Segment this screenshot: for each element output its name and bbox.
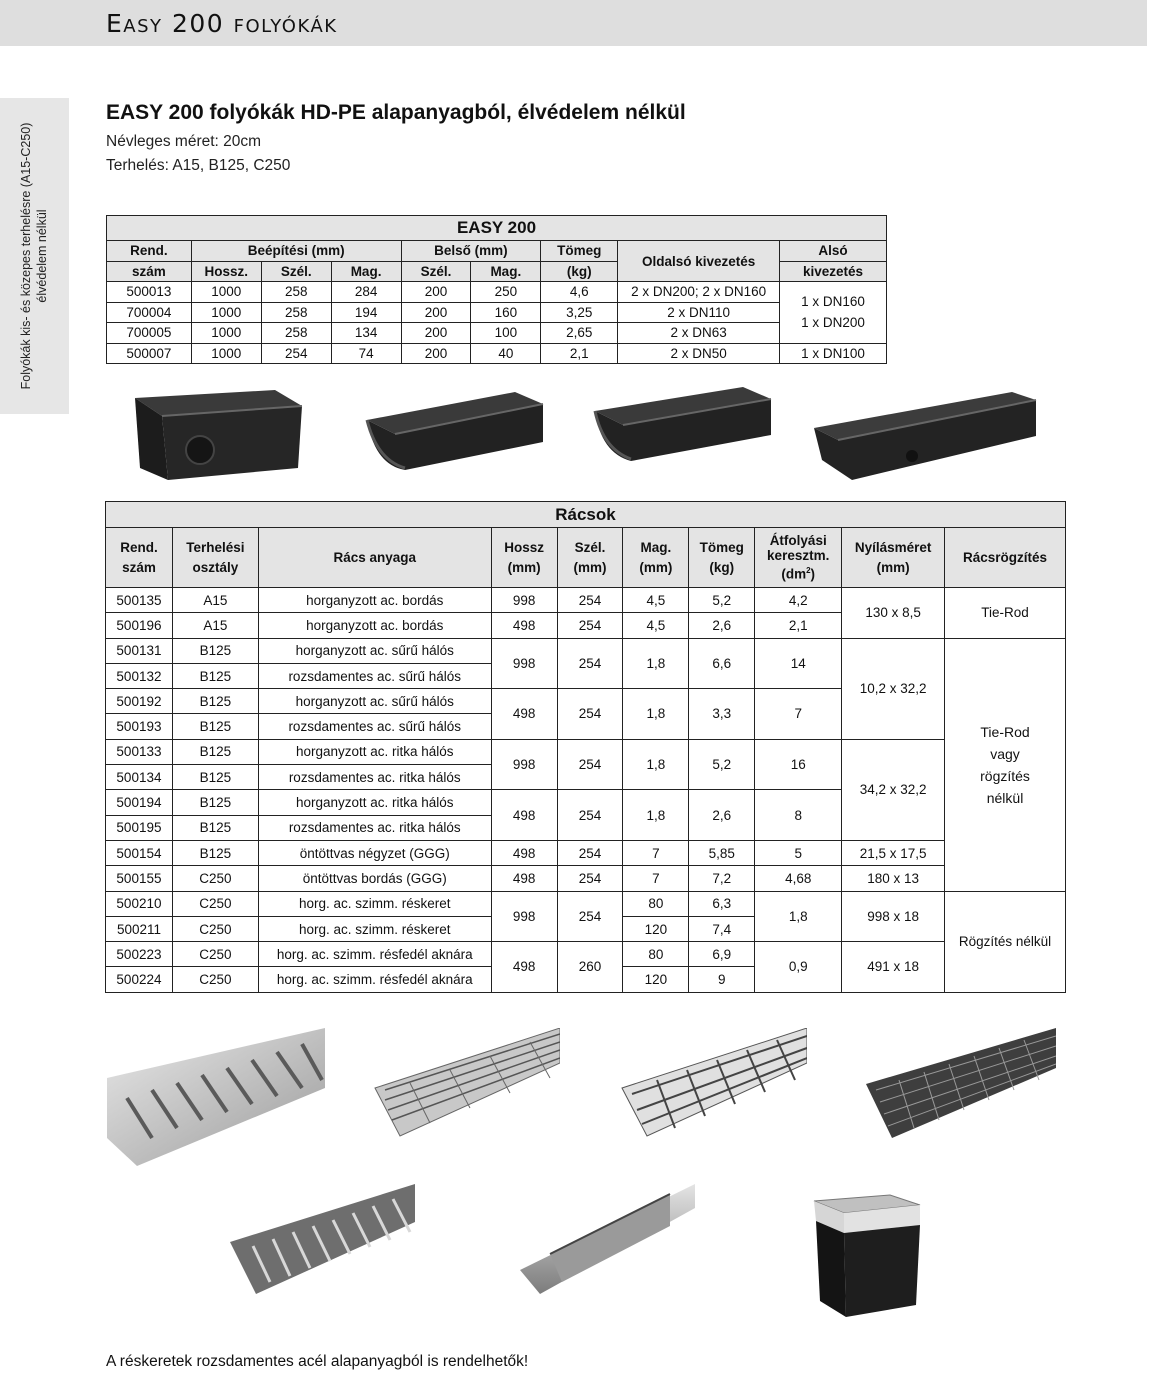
cell: 6,6	[689, 638, 755, 689]
grate-photo-sparse-mesh	[617, 1028, 807, 1138]
cell: 500210	[106, 891, 173, 916]
cell: 2,1	[755, 613, 842, 638]
cell: A15	[172, 588, 258, 613]
cell: 200	[401, 323, 471, 344]
grate-photo-cast-iron-square	[864, 1028, 1056, 1140]
cell: 74	[331, 343, 401, 364]
cell: A15	[172, 613, 258, 638]
channel-photo-medium	[365, 390, 545, 478]
cell: B125	[172, 638, 258, 663]
cell: 7	[755, 689, 842, 740]
cell: 9	[689, 967, 755, 992]
cell: 498	[491, 840, 557, 865]
cell: 500196	[106, 613, 173, 638]
cell: 254	[557, 638, 623, 689]
cell: 4,5	[623, 613, 689, 638]
cell: 1,8	[755, 891, 842, 942]
cell: 3,25	[541, 302, 618, 323]
cell: 500195	[106, 815, 173, 840]
cell: 500223	[106, 942, 173, 967]
cell: 500194	[106, 790, 173, 815]
cell: B125	[172, 689, 258, 714]
cell: 7,4	[689, 916, 755, 941]
table-row	[107, 302, 887, 323]
table-row	[106, 942, 1066, 967]
cell: 500133	[106, 739, 173, 764]
slot-frame-photo	[520, 1184, 695, 1296]
page-header-title: Easy 200 folyókák	[106, 9, 338, 38]
cell: 21,5 x 17,5	[842, 840, 945, 865]
cell: 2 x DN50	[618, 343, 780, 364]
cell: 5,2	[689, 588, 755, 613]
cell: rozsdamentes ac. sűrű hálós	[258, 714, 491, 739]
column-header: (kg)	[541, 261, 618, 282]
cell: rozsdamentes ac. ritka hálós	[258, 815, 491, 840]
cell: B125	[172, 765, 258, 790]
column-header: Tömeg	[541, 241, 618, 262]
cell: rozsdamentes ac. ritka hálós	[258, 765, 491, 790]
cell: 254	[557, 891, 623, 942]
column-header: Mag. (mm)	[623, 528, 689, 588]
cell: C250	[172, 967, 258, 992]
cell: 180 x 13	[842, 866, 945, 891]
cell: 4,5	[623, 588, 689, 613]
cell: 1 x DN100	[780, 343, 887, 364]
column-header: Rend. szám	[106, 528, 173, 588]
cell: 80	[623, 891, 689, 916]
channel-photo-flat	[812, 390, 1038, 482]
cell: 500135	[106, 588, 173, 613]
column-header: Hossz (mm)	[491, 528, 557, 588]
grate-photo-dense-mesh	[370, 1028, 560, 1138]
cell: 250	[471, 282, 541, 303]
cell: 284	[331, 282, 401, 303]
cell: 998	[491, 638, 557, 689]
cell: B125	[172, 739, 258, 764]
cell: 500193	[106, 714, 173, 739]
cell: 2,1	[541, 343, 618, 364]
cell: 6,9	[689, 942, 755, 967]
cell: 1000	[191, 282, 261, 303]
cell: 254	[557, 866, 623, 891]
column-header: Rend.	[107, 241, 192, 262]
cell: 200	[401, 302, 471, 323]
cell: 498	[491, 942, 557, 993]
load-classes-text: Terhelés: A15, B125, C250	[106, 157, 291, 174]
cell: 5,2	[689, 739, 755, 790]
side-tab-text: Folyókák kis- és közepes terhelésre (A15-C250) élvédelem nélkül	[19, 122, 49, 390]
cell: 700005	[107, 323, 192, 344]
nominal-size-text: Névleges méret: 20cm	[106, 133, 262, 150]
column-header: Hossz.	[191, 261, 261, 282]
cell: B125	[172, 714, 258, 739]
column-header: Szél.	[261, 261, 331, 282]
table-row	[106, 739, 1066, 764]
column-header: Mag.	[331, 261, 401, 282]
cell: 258	[261, 323, 331, 344]
column-header: Rács anyaga	[258, 528, 491, 588]
cell: 10,2 x 32,2	[842, 638, 945, 739]
channels-table	[106, 215, 887, 364]
cell: 254	[557, 739, 623, 790]
cell: 160	[471, 302, 541, 323]
cell: 500013	[107, 282, 192, 303]
column-header: kivezetés	[780, 261, 887, 282]
cell: 1,8	[623, 790, 689, 841]
cell: 40	[471, 343, 541, 364]
cell: horganyzott ac. ritka hálós	[258, 790, 491, 815]
table-row	[107, 343, 887, 364]
section-title: EASY 200 folyókák HD-PE alapanyagból, élvédelem nélkül	[106, 101, 686, 124]
cell: 500211	[106, 916, 173, 941]
cell: 4,2	[755, 588, 842, 613]
cell: B125	[172, 815, 258, 840]
cell: Rögzítés nélkül	[945, 891, 1066, 992]
cell: 254	[557, 689, 623, 740]
cell: C250	[172, 891, 258, 916]
cell: 200	[401, 343, 471, 364]
cell: 998	[491, 588, 557, 613]
cell-text: 1 x DN200	[801, 315, 865, 331]
cell: 498	[491, 866, 557, 891]
grate-photo-cast-iron-ribbed	[228, 1184, 415, 1296]
cell: C250	[172, 942, 258, 967]
column-header: Terhelési osztály	[172, 528, 258, 588]
cell: 8	[755, 790, 842, 841]
cell-text: 1 x DN160	[801, 294, 865, 310]
cell: horganyzott ac. bordás	[258, 613, 491, 638]
cell: 0,9	[755, 942, 842, 993]
cell: 260	[557, 942, 623, 993]
cell: 4,68	[755, 866, 842, 891]
cell: 80	[623, 942, 689, 967]
cell: 254	[557, 840, 623, 865]
cell: 500224	[106, 967, 173, 992]
table-row	[107, 282, 887, 303]
table-row	[106, 891, 1066, 916]
cell: 200	[401, 282, 471, 303]
cell: 3,3	[689, 689, 755, 740]
cell: 2 x DN200; 2 x DN160	[618, 282, 780, 303]
cell: rozsdamentes ac. sűrű hálós	[258, 663, 491, 688]
footnote: A réskeretek rozsdamentes acél alapanyagból is rendelhetők!	[106, 1353, 529, 1370]
cell: 998	[491, 891, 557, 942]
column-header: Szél. (mm)	[557, 528, 623, 588]
cell: horganyzott ac. bordás	[258, 588, 491, 613]
cell: B125	[172, 663, 258, 688]
cell: 1000	[191, 302, 261, 323]
table-row	[106, 638, 1066, 663]
cell: C250	[172, 866, 258, 891]
cell: 194	[331, 302, 401, 323]
slot-cover-manhole-photo	[812, 1193, 922, 1319]
table-row	[107, 323, 887, 344]
cell: 491 x 18	[842, 942, 945, 993]
cell: horganyzott ac. sűrű hálós	[258, 689, 491, 714]
cell: öntöttvas bordás (GGG)	[258, 866, 491, 891]
cell: 500134	[106, 765, 173, 790]
cell: 34,2 x 32,2	[842, 739, 945, 840]
column-header: Mag.	[471, 261, 541, 282]
cell: 7,2	[689, 866, 755, 891]
column-header: Beépítési (mm)	[191, 241, 401, 262]
column-header: Oldalsó kivezetés	[618, 241, 780, 282]
column-header: Átfolyási keresztm. $(dm^2)$	[755, 528, 842, 588]
column-header: szám	[107, 261, 192, 282]
cell: 500131	[106, 638, 173, 663]
cell: 7	[623, 866, 689, 891]
cell: horg. ac. szimm. résfedél aknára	[258, 942, 491, 967]
cell	[780, 282, 887, 344]
cell: 254	[261, 343, 331, 364]
column-header: Belső (mm)	[401, 241, 541, 262]
cell: 2 x DN63	[618, 323, 780, 344]
cell: 500155	[106, 866, 173, 891]
cell: 5,85	[689, 840, 755, 865]
cell: 1000	[191, 343, 261, 364]
grate-photo-ribbed-steel	[107, 1028, 325, 1168]
cell: 500132	[106, 663, 173, 688]
column-header: Tömeg (kg)	[689, 528, 755, 588]
cell: 2,6	[689, 613, 755, 638]
column-header: Nyílásméret (mm)	[842, 528, 945, 588]
cell: 500154	[106, 840, 173, 865]
cell: 254	[557, 588, 623, 613]
cell: B125	[172, 790, 258, 815]
table-caption: Rácsok	[106, 502, 1066, 528]
cell: 120	[623, 967, 689, 992]
table-row	[106, 866, 1066, 891]
cell: horganyzott ac. ritka hálós	[258, 739, 491, 764]
cell: 998	[491, 739, 557, 790]
cell: horg. ac. szimm. réskeret	[258, 916, 491, 941]
cell: Tie-Rod vagy rögzítés nélkül	[945, 638, 1066, 891]
cell: 700004	[107, 302, 192, 323]
cell: 2,65	[541, 323, 618, 344]
cell: 254	[557, 613, 623, 638]
cell: 6,3	[689, 891, 755, 916]
cell: Tie-Rod	[945, 588, 1066, 639]
cell: 498	[491, 613, 557, 638]
column-header: Szél.	[401, 261, 471, 282]
cell: C250	[172, 916, 258, 941]
column-header: Alsó	[780, 241, 887, 262]
column-header: Rácsrögzítés	[945, 528, 1066, 588]
cell: horg. ac. szimm. réskeret	[258, 891, 491, 916]
cell: 4,6	[541, 282, 618, 303]
channel-photo-deep	[130, 388, 305, 488]
cell: 7	[623, 840, 689, 865]
cell: 498	[491, 689, 557, 740]
cell: 120	[623, 916, 689, 941]
cell: 1000	[191, 323, 261, 344]
cell: 258	[261, 302, 331, 323]
cell: 130 x 8,5	[842, 588, 945, 639]
cell: 254	[557, 790, 623, 841]
cell: öntöttvas négyzet (GGG)	[258, 840, 491, 865]
cell: 14	[755, 638, 842, 689]
cell: 1,8	[623, 739, 689, 790]
cell: B125	[172, 840, 258, 865]
cell: horg. ac. szimm. résfedél aknára	[258, 967, 491, 992]
table-row	[106, 840, 1066, 865]
cell: 498	[491, 790, 557, 841]
cell: 2 x DN110	[618, 302, 780, 323]
cell: 16	[755, 739, 842, 790]
cell: 134	[331, 323, 401, 344]
cell: 998 x 18	[842, 891, 945, 942]
channel-photo-shallow	[593, 385, 773, 471]
gratings-table	[105, 501, 1066, 993]
cell: 500007	[107, 343, 192, 364]
cell: horganyzott ac. sűrű hálós	[258, 638, 491, 663]
table-row	[106, 588, 1066, 613]
cell: 1,8	[623, 638, 689, 689]
cell: 5	[755, 840, 842, 865]
cell: 2,6	[689, 790, 755, 841]
cell: 100	[471, 323, 541, 344]
cell: 500192	[106, 689, 173, 714]
table-caption: EASY 200	[107, 216, 887, 241]
cell: 1,8	[623, 689, 689, 740]
cell: 258	[261, 282, 331, 303]
